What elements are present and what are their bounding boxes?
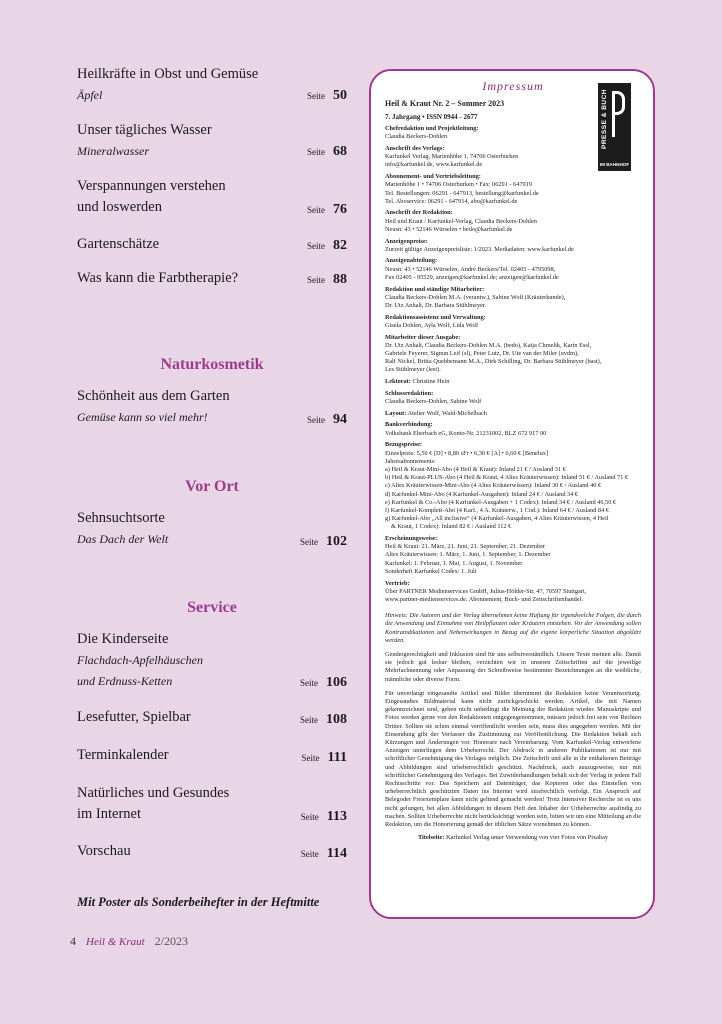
impressum-block bbox=[385, 286, 641, 311]
impressum-block-line: Zurzeit gültige Anzeigenpreisliste: 1/2023. Mediadaten: www.karfunkel.de bbox=[385, 245, 574, 253]
impressum-block-line: Claudia Beckers-Dohlen, Sabine Wolf bbox=[385, 398, 482, 405]
impressum-block-line: Karfunkel Verlag, Marienhöhe 1, 74706 Osterburken bbox=[385, 153, 519, 161]
toc-entry[interactable] bbox=[77, 707, 347, 745]
impressum-block-heading: Anzeigenabteilung: bbox=[385, 257, 438, 265]
credit-label: Titelseite: bbox=[417, 834, 445, 842]
seite-label: Seite bbox=[307, 91, 325, 101]
page-ref bbox=[307, 88, 347, 104]
impressum-block-line: Karfunkel: 1. Februar, 1. Mai, 1. August, 1. November bbox=[385, 559, 523, 567]
impressum-title: Impressum bbox=[482, 79, 544, 93]
page-number: 113 bbox=[326, 809, 347, 824]
page-ref bbox=[302, 750, 347, 766]
impressum-block-heading: Erscheinungsweise: bbox=[385, 535, 438, 543]
impressum-box bbox=[369, 69, 655, 919]
toc-entry-title: Schönheit aus dem Garten bbox=[77, 388, 230, 404]
poster-note: Mit Poster als Sonderbeihefter in der Heftmitte bbox=[77, 895, 320, 909]
impressum-block-line: Dr. Utz Anhalt, Dr. Barbara Stühlmeyer. bbox=[385, 301, 487, 309]
page-ref bbox=[301, 846, 347, 862]
page-ref bbox=[307, 238, 347, 254]
impressum-block-line: Marienhöhe 1 • 74706 Osterburken • Fax: 06291 - 647919 bbox=[385, 181, 532, 189]
page-ref bbox=[301, 809, 347, 825]
impressum-block-line: e) Karfunkel & Co.-Abo (4 Karfunkel-Ausgaben + 1 Codex): Inland 34 € / Ausland 46,50 € bbox=[385, 498, 617, 506]
impressum-block bbox=[385, 209, 641, 234]
toc-entry-subtitle: Gemüse kann so viel mehr! bbox=[77, 410, 208, 424]
impressum-block-line: g) Karfunkel-Abo „All inclusive“ (4 Karfunkel-Ausgaben, 4 Altes Kräuterwissen, 4 Heil bbox=[385, 515, 609, 523]
seite-label: Seite bbox=[307, 147, 325, 157]
page-number: 102 bbox=[326, 534, 347, 549]
impressum-block-line: Jahresabonnements: bbox=[385, 457, 436, 465]
logo-bottom-text: IM BAHNHOF bbox=[599, 161, 630, 167]
toc-entry-title: Heilkräfte in Obst und Gemüse bbox=[77, 66, 259, 82]
page-number: 114 bbox=[326, 846, 347, 861]
toc-entry-subtitle-line2: und Erdnuss-Ketten bbox=[77, 674, 173, 688]
impressum-block-line: Fax 02405 - 95529, anzeigen@karfunkel.de; anzeigen@karfunkel.de bbox=[385, 273, 559, 281]
toc-entry-title: Sehnsuchtsorte bbox=[77, 510, 165, 526]
toc-entry[interactable] bbox=[77, 745, 347, 783]
toc-entry-subtitle: Flachdach-Apfelhäuschen bbox=[77, 653, 203, 667]
impressum-block-line: Dr. Utz Anhalt, Claudia Beckers-Dohlen M.A. (bedo), Katja Chmelik, Karin Essl, bbox=[385, 341, 592, 349]
toc-section-naturkosmetik bbox=[77, 386, 347, 430]
toc-entry[interactable] bbox=[77, 64, 347, 120]
impressum-block-line: Einzelpreis: 5,50 € [D] • 8,80 sFr • 6,30 € [A] • 6,60 € [Benelux] bbox=[385, 449, 548, 457]
impressum-block bbox=[385, 173, 641, 206]
toc-entry[interactable] bbox=[77, 234, 347, 268]
page-ref bbox=[300, 712, 347, 728]
toc-entry-title: Die Kinderseite bbox=[77, 631, 169, 647]
impressum-block-line: www.partner-medienservices.de. Abonnement, Buch- und Zeitschriftenhandel. bbox=[385, 595, 583, 603]
page-number: 94 bbox=[333, 412, 347, 427]
impressum-block bbox=[385, 390, 641, 406]
impressum-block-line: f) Karfunkel-Komplett-Abo (4 Karf., 4 A. Kräuterw., 1 Cod.): Inland 64 € / Ausland 84 € bbox=[385, 506, 609, 514]
impressum-block-line: b) Heil & Kraut-PLUS-Abo (4 Heil & Kraut, 4 Altes Kräuterwissen): Inland 51 € / Ausland 71 € bbox=[385, 474, 629, 482]
impressum-block bbox=[385, 314, 641, 330]
credit-text: Karfunkel Verlag unter Verwendung von vier Fotos von Pixabay bbox=[444, 834, 609, 842]
impressum-block-line: Heil & Kraut: 21. März, 21. Juni, 21. September, 21. Dezember bbox=[385, 543, 546, 551]
page-number: 68 bbox=[333, 144, 347, 159]
toc-entry-title: Verspannungen verstehen bbox=[77, 178, 226, 194]
toc-entry-subtitle: Äpfel bbox=[77, 88, 103, 102]
page-number: 76 bbox=[333, 202, 347, 217]
section-heading-service: Service bbox=[187, 599, 237, 616]
page-ref bbox=[307, 412, 347, 428]
seite-label: Seite bbox=[307, 205, 325, 215]
seite-label: Seite bbox=[301, 753, 320, 763]
impressum-block bbox=[385, 238, 641, 254]
impressum-block-line: Altes Kräuterwissen: 1. März, 1. Juni, 1. September, 1. Dezember bbox=[385, 551, 551, 559]
impressum-block bbox=[385, 257, 641, 282]
impressum-block-heading: Bankverbindung: bbox=[385, 421, 433, 429]
impressum-block-heading: Redaktion und ständige Mitarbeiter: bbox=[385, 285, 485, 293]
hinweis-text: Hinweis: Die Autoren und der Verlag übernehmen keine Haftung für irgendwelche Folgen, die durch die Anwendung und Einnahme von Heilpflanzen oder Kräutern entstehen. Vor der Anwendung sollen Kontraindikationen und Nebenwirkungen in Bezug auf die eigene körperliche Situation abgeklärt werden. bbox=[385, 612, 641, 644]
impressum-block-heading: Abonnement- und Vertriebsleitung: bbox=[385, 173, 481, 181]
toc-entry[interactable] bbox=[77, 120, 347, 176]
toc-entry-title: Vorschau bbox=[77, 843, 131, 859]
impressum-block-heading: Anschrift der Redaktion: bbox=[385, 209, 453, 217]
section-heading-naturkosmetik: Naturkosmetik bbox=[160, 356, 264, 373]
impressum-block-line: Über PARTNER Medienservices GmbH, Julius-Hölder-Str. 47, 70597 Stuttgart, bbox=[385, 587, 587, 595]
impressum-block-line: Claudia Beckers-Dohlen M.A. (verantw.), Sabine Wolf (Kräuterkunde), bbox=[385, 293, 566, 301]
toc-entry-title-line2: im Internet bbox=[77, 806, 142, 822]
impressum-block bbox=[385, 441, 641, 531]
magazine-issue: Heil & Kraut Nr. 2 – Sommer 2023 bbox=[385, 99, 505, 109]
impressum-block-line: Claudia Beckers-Dohlen bbox=[385, 133, 448, 141]
impressum-block-heading: Bezugspreise: bbox=[385, 441, 422, 449]
cover-credit bbox=[385, 834, 641, 842]
impressum-block-line: Neusn: 43 • 52146 Würselen • bedo@karfunkel.de bbox=[385, 225, 513, 233]
jahrgang-issn: 7. Jahrgang • ISSN 0944 - 2677 bbox=[385, 113, 478, 122]
impressum-block-heading: Mitarbeiter dieser Ausgabe: bbox=[385, 333, 461, 341]
toc-entry[interactable] bbox=[77, 508, 347, 552]
impressum-block-heading: Anschrift des Verlags: bbox=[385, 145, 445, 153]
impressum-block-line: Tel. Bestellungen: 06291 - 647913, bestellung@karfunkel.de bbox=[385, 189, 539, 197]
toc-section-vor-ort bbox=[77, 508, 347, 552]
impressum-block-heading: Layout: bbox=[385, 409, 407, 417]
impressum-block bbox=[385, 378, 641, 386]
impressum-block-inline: Atelier Wolf, Wald-Michelbach bbox=[406, 409, 487, 417]
toc-entry-title: Natürliches und Gesundes bbox=[77, 785, 230, 801]
table-of-contents bbox=[77, 64, 347, 302]
impressum-block bbox=[385, 535, 641, 576]
gender-text: Gendergerechtigkeit und Inklusion sind für uns selbstverständlich. Unsere Texte meinen alle. Damit sie jedoch gut lesbar bleiben, verzichten wir in unseren Zeitschriften auf die jeweilige Mehrfachnennung oder Anpassung der Schreibweise bestimmter Bezeichnungen an die weibliche, männliche oder diverse Form. bbox=[385, 650, 641, 683]
impressum-block-indent-line: & Kraut, 1 Codex): Inland 82 € / Ausland 112 € bbox=[391, 523, 512, 531]
seite-label: Seite bbox=[307, 275, 325, 285]
impressum-block-line: Volksbank Eberbach eG, Konto-Nr. 21231002, BLZ 672 917 00 bbox=[385, 429, 547, 437]
toc-entry-title: Gartenschätze bbox=[77, 236, 160, 252]
impressum-block-heading: Chefredaktion und Projektleitung: bbox=[385, 125, 479, 133]
toc-entry-title: Unser tägliches Wasser bbox=[77, 122, 212, 138]
impressum-block-heading: Schlussredaktion: bbox=[385, 389, 434, 397]
seite-label: Seite bbox=[300, 849, 319, 859]
logo-p-bowl bbox=[612, 91, 625, 115]
impressum-block-line: Les Stühlmeyer (lest). bbox=[385, 366, 441, 374]
toc-entry[interactable] bbox=[77, 268, 347, 302]
toc-entry[interactable] bbox=[77, 783, 347, 841]
impressum-block bbox=[385, 421, 641, 437]
impressum-block-line: a) Heil & Kraut-Mini-Abo (4 Heil & Kraut): Inland 21 € / Ausland 31 € bbox=[385, 465, 566, 473]
toc-entry-title: Lesefutter, Spielbar bbox=[77, 709, 191, 725]
page-ref bbox=[307, 272, 347, 288]
toc-entry[interactable] bbox=[77, 386, 347, 430]
toc-entry[interactable] bbox=[77, 176, 347, 234]
page-footer bbox=[70, 934, 188, 949]
impressum-block-heading: Redaktionsassistenz und Verwaltung: bbox=[385, 313, 486, 321]
page-ref bbox=[300, 534, 347, 550]
page-number: 88 bbox=[333, 272, 347, 287]
logo-vertical-text: PRESSE & BUCH bbox=[601, 89, 608, 149]
impressum-block-heading: Anzeigenpreise: bbox=[385, 237, 428, 245]
impressum-block bbox=[385, 580, 641, 605]
impressum-block-line: Heil und Kraut / Karfunkel-Verlag, Claudia Beckers-Dohlen bbox=[385, 217, 537, 225]
seite-label: Seite bbox=[300, 715, 318, 725]
page-number: 50 bbox=[333, 88, 347, 103]
impressum-block bbox=[385, 410, 641, 418]
seite-label: Seite bbox=[307, 241, 325, 251]
footer-page-number: 4 bbox=[70, 934, 76, 948]
page-number: 108 bbox=[326, 712, 347, 727]
page-number: 82 bbox=[333, 238, 347, 253]
toc-entry[interactable] bbox=[77, 629, 347, 693]
toc-section-service bbox=[77, 629, 347, 871]
footer-brand-logo: Heil & Kraut bbox=[86, 936, 145, 948]
footer-issue: 2/2023 bbox=[154, 934, 189, 948]
toc-entry-title: Terminkalender bbox=[77, 747, 169, 763]
impressum-block-line: Gisela Dohlen, Ayla Wolf, Lida Wolf bbox=[385, 321, 479, 329]
impressum-block-line: d) Karfunkel-Mini-Abo (4 Karfunkel-Ausgaben): Inland 24 € / Ausland 34 € bbox=[385, 490, 579, 498]
seite-label: Seite bbox=[307, 415, 325, 425]
impressum-block-line: info@karfunkel.de, www.karfunkel.de bbox=[385, 161, 483, 169]
toc-entry-subtitle: Mineralwasser bbox=[77, 144, 149, 158]
impressum-block-heading: Lektorat: bbox=[385, 378, 411, 386]
toc-entry-subtitle: Das Dach der Welt bbox=[77, 532, 169, 546]
page-number: 111 bbox=[327, 750, 347, 765]
impressum-block-line: Gabriele Feyerer, Signun Leif (sl), Peter Lutz, Dr. Ute van der Miler (uvdm), bbox=[385, 349, 579, 357]
impressum-block-line: Ralf Nickel, Britta Quebbemann M.A., Dirk Schilling, Dr. Barbara Stühlmeyer (bast), bbox=[385, 358, 602, 366]
legal-text: Für unverlangt eingesandte Artikel und Bilder übernimmt die Redaktion keine Verantwortung. Eingesandtes Bildmaterial kann nicht zurückgeschickt werden. Artikel, die mit Namen gekennzeichnet sind, geben nicht unbedingt die Meinung der Redaktion wieder. Manuskripte und Fotos werden gerne von den Redaktionen entgegengenommen, müssen jedoch frei sein von Rechten Dritter. Sollten sie schon einmal veröffentlicht worden sein, muss dies angegeben werden. Mit der Einsendung gibt der Verfasser die Zustimmung zur Veröffentlichung. Die Redaktion behält sich Kürzungen und Änderungen vor. Honorare nach Vereinbarung. Vom Karfunkel-Verlag entworfene Anzeigen unterliegen dem Urheberrecht. Der Abdruck in anderen Publikationen ist nur mit schriftlicher Genehmigung des Verlages möglich. Die Zeitschrift und alle in ihr enthaltenen Beiträge und Abbildungen sind urheberrechtlich geschützt. Nachdruck, auch auszugsweise, nur mit schriftlicher Genehmigung des Verlages. Bei Zuwiderhandlungen behält sich der Verlag in jedem Fall Rechtsschritte vor. Das Speichern auf Datenträger, das Kopieren oder das Einstellen von urheberrechtlich geschützten Daten ins Internet wird strafrechtlich verfolgt. Ein Anspruch auf Belegoder Freiexemplare kann nicht geltend gemacht werden! Trotz intensiver Recherche ist es uns nicht gelungen, bei allen Abbildungen in diesem Heft den Inhaber der Urheberrechte ausfindig zu machen. Sollten Urheberrechte nicht berücksichtigt worden sein, bitten wir um eine Mitteilung an die Redaktion, um die Honorierung gemäß der üblichen Sätze vornehmen zu können. bbox=[385, 689, 641, 829]
impressum-block-inline: Christine Hein bbox=[410, 378, 450, 386]
section-heading-vor-ort: Vor Ort bbox=[185, 478, 239, 495]
page-ref bbox=[307, 202, 347, 218]
impressum-block bbox=[385, 334, 641, 375]
toc-entry-title: Was kann die Farbtherapie? bbox=[77, 270, 239, 286]
seite-label: Seite bbox=[300, 678, 318, 688]
seite-label: Seite bbox=[300, 537, 318, 547]
page-ref bbox=[300, 675, 347, 691]
impressum-blocks bbox=[385, 125, 641, 604]
impressum-block-line: c) Altes Kräuterwissen-Mini-Abo (4 Altes Kräuterwissen): Inland 30 € / Ausland 40 € bbox=[385, 482, 602, 490]
page-ref bbox=[307, 144, 347, 160]
impressum-block-line: Tel. Aboservice: 06291 - 647914, abo@karfunkel.de bbox=[385, 197, 518, 205]
presse-buch-logo bbox=[598, 83, 631, 171]
impressum-block-line: Neusn: 43 • 52146 Würselen, André Beckers/Tel. 02405 - 4795098, bbox=[385, 265, 556, 273]
toc-entry-title-line2: und loswerden bbox=[77, 199, 162, 215]
seite-label: Seite bbox=[300, 812, 319, 822]
impressum-block-heading: Vertrieb: bbox=[385, 579, 410, 587]
page-number: 106 bbox=[326, 675, 347, 690]
impressum-block-line: Sonderheft Karfunkel Codex: 1. Juli bbox=[385, 567, 477, 575]
toc-entry[interactable] bbox=[77, 841, 347, 871]
